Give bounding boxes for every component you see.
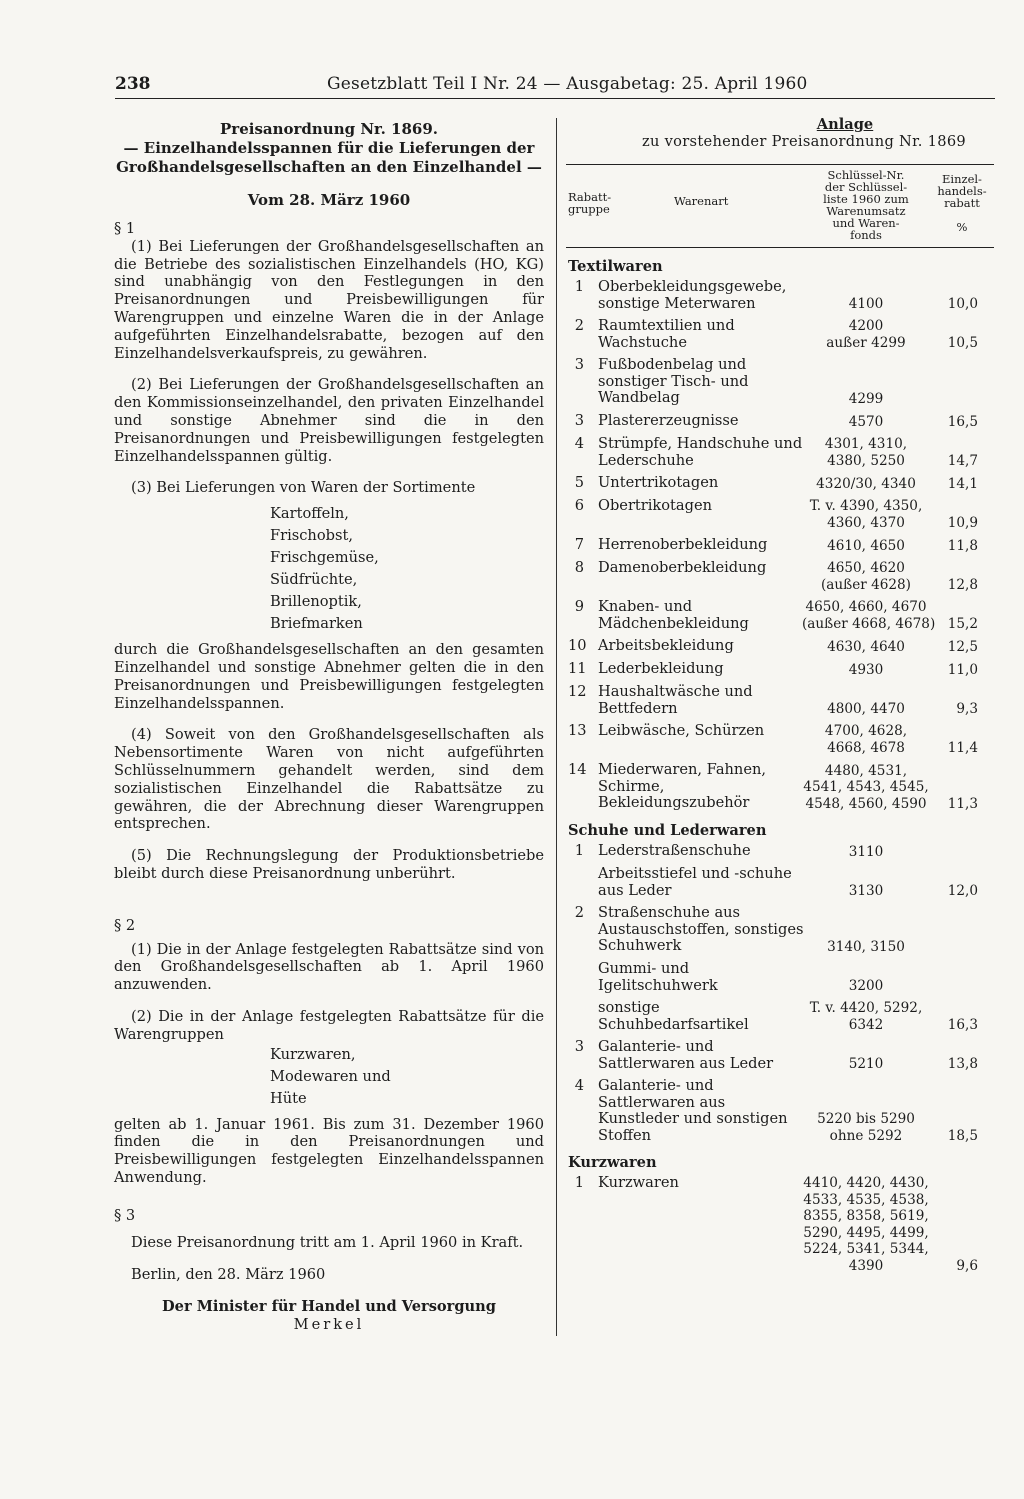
page-header	[115, 74, 995, 99]
row-article: Leibwäsche, Schürzen	[598, 722, 765, 739]
col-header-group: Rabatt- gruppe	[568, 190, 612, 216]
row-article: Galanterie- und Sattlerwaren aus Kunstleder und sonstigen Stoffen	[598, 1077, 788, 1144]
row-number: 7	[574, 536, 584, 553]
list-item: Frischgemüse,	[270, 549, 379, 567]
row-number: 8	[574, 559, 584, 576]
row-article: Herrenoberbekleidung	[598, 536, 768, 553]
row-article: Kurzwaren	[598, 1174, 679, 1191]
table-row	[566, 1175, 994, 1274]
paragraph-1-3-continued: durch die Großhandelsgesellschaften an den gesamten Einzelhandel und sonstige Abnehmer gelten die in den Preisanordnungen und Preisbewilligungen festgelegten Einzelhandelsspannen.	[114, 641, 544, 712]
paragraph-1-1: (1) Bei Lieferungen der Großhandelsgesellschaften an die Betriebe des sozialistischen Einzelhandels (HO, KG) sind unabhängig von den Festlegungen in den Preisanordnungen und Preisbewilligungen für Warengruppen und einzelne Waren die in der Anlage aufgeführten Einzelhandelsrabatte, bezogen auf den Einzelhandelsverkaufspreis, zu gewähren.	[114, 237, 544, 362]
table-row	[566, 318, 994, 351]
row-number: 3	[574, 356, 584, 373]
paragraph-1-3: (3) Bei Lieferungen von Waren der Sortimente	[131, 479, 476, 497]
goods-group-list	[114, 1044, 544, 1110]
row-rebate-percent: 10,0	[947, 295, 978, 312]
row-article: Strümpfe, Handschuhe und Lederschuhe	[598, 435, 803, 469]
row-article: Lederstraßenschuhe	[598, 842, 751, 859]
section-2-heading: § 2	[114, 916, 136, 934]
paragraph-1-2: (2) Bei Lieferungen der Großhandelsgesellschaften an den Kommissionseinzelhandel, den privaten Einzelhandel und sonstige Abnehmer sind die in den Preisanordnungen und Preisbewilligungen festgelegten Einzelhandelsspannen gültig.	[114, 376, 544, 465]
row-number: 2	[574, 317, 584, 334]
row-key-numbers: 4299	[848, 390, 884, 407]
table-row	[566, 475, 994, 492]
row-number: 4	[574, 435, 584, 452]
column-divider	[556, 118, 557, 1336]
row-rebate-percent: 10,5	[947, 334, 978, 351]
row-key-numbers: 3140, 3150	[827, 938, 905, 955]
row-article: Obertrikotagen	[598, 497, 712, 514]
col-header-article: Warenart	[674, 194, 729, 208]
row-number: 6	[574, 497, 584, 514]
row-rebate-percent: 11,3	[947, 795, 978, 812]
row-article: Untertrikotagen	[598, 474, 719, 491]
row-number: 12	[568, 683, 587, 700]
row-rebate-percent: 12,5	[947, 638, 978, 655]
row-article: Haushaltwäsche und Bettfedern	[598, 683, 753, 717]
table-row	[566, 684, 994, 717]
row-rebate-percent: 9,3	[956, 700, 978, 717]
paragraph-1-5: (5) Die Rechnungslegung der Produktionsbetriebe bleibt durch diese Preisanordnung unberührt.	[114, 847, 544, 882]
row-key-numbers: 4610, 4650	[827, 537, 905, 554]
row-key-numbers: 4800, 4470	[827, 700, 905, 717]
table-row	[566, 843, 994, 860]
list-item: Brillenoptik,	[270, 593, 362, 611]
table-row	[566, 961, 994, 994]
row-number: 9	[574, 598, 584, 615]
row-rebate-percent: 16,3	[947, 1016, 978, 1033]
table-row	[566, 1078, 994, 1144]
paragraph-2-2: (2) Die in der Anlage festgelegten Rabattsätze für die Warengruppen	[114, 1007, 544, 1043]
table-row	[566, 436, 994, 469]
row-key-numbers: 3200	[848, 977, 884, 994]
table-row	[566, 498, 994, 531]
section-3-heading: § 3	[114, 1206, 136, 1224]
row-number: 1	[574, 1174, 584, 1191]
table-row	[566, 537, 994, 554]
row-rebate-percent: 9,6	[956, 1257, 978, 1274]
table-row	[566, 357, 994, 407]
list-item: Südfrüchte,	[270, 571, 358, 589]
row-number: 14	[568, 761, 587, 778]
col-header-rate: Einzel- handels- rabatt %	[937, 172, 987, 234]
row-article: Lederbekleidung	[598, 660, 724, 677]
table-body	[566, 258, 994, 1274]
row-key-numbers: 4650, 4660, 4670 (außer 4668, 4678)	[802, 599, 936, 632]
table-row	[566, 723, 994, 756]
row-article: Fußbodenbelag und sonstiger Tisch- und Wandbelag	[598, 356, 749, 406]
row-key-numbers: 5210	[848, 1055, 884, 1072]
annex-heading: Anlage	[816, 116, 874, 133]
ordinance-date: Vom 28. März 1960	[247, 191, 411, 209]
row-key-numbers: 4650, 4620 (außer 4628)	[820, 560, 911, 593]
row-rebate-percent: 12,8	[947, 576, 978, 593]
table-group-heading: Kurzwaren	[568, 1154, 657, 1171]
row-article: Oberbekleidungsgewebe, sonstige Meterwaren	[598, 278, 787, 312]
row-rebate-percent: 18,5	[947, 1127, 978, 1144]
annex-subheading: zu vorstehender Preisanordnung Nr. 1869	[642, 133, 966, 150]
table-row	[566, 866, 994, 899]
table-row	[566, 638, 994, 655]
gazette-title: Gesetzblatt Teil I Nr. 24 — Ausgabetag: 25. April 1960	[327, 74, 808, 94]
row-number: 10	[568, 637, 587, 654]
table-header	[566, 164, 994, 248]
page-number: 238	[115, 74, 151, 94]
row-key-numbers: 5220 bis 5290 ohne 5292	[817, 1111, 915, 1144]
row-rebate-percent: 13,8	[947, 1055, 978, 1072]
list-item: Hüte	[270, 1089, 307, 1107]
row-article: Knaben- und Mädchenbekleidung	[598, 598, 749, 632]
row-article: Gummi- und Igelitschuhwerk	[598, 960, 718, 994]
left-column	[114, 120, 544, 1334]
row-number: 3	[574, 1038, 584, 1055]
row-article: Straßenschuhe aus Austauschstoffen, sonstiges Schuhwerk	[598, 904, 804, 954]
table-row	[566, 1000, 994, 1033]
list-item: Kartoffeln,	[270, 505, 349, 523]
row-rebate-percent: 11,8	[947, 537, 978, 554]
minister-title: Der Minister für Handel und Versorgung	[162, 1298, 496, 1316]
paragraph-2-2-continued: gelten ab 1. Januar 1961. Bis zum 31. Dezember 1960 finden die in den Preisanordnungen und Preisbewilligungen festgelegten Einzelhandelsspannen Anwendung.	[114, 1115, 544, 1186]
list-item: Modewaren und	[270, 1067, 391, 1085]
row-key-numbers: 4410, 4420, 4430, 4533, 4535, 4538, 8355, 8358, 5619, 5290, 4495, 4499, 5224, 5341, 5344, 4390	[803, 1175, 929, 1274]
row-key-numbers: 4630, 4640	[827, 638, 905, 655]
row-number: 2	[574, 904, 584, 921]
assortment-list	[114, 503, 544, 635]
table-row	[566, 560, 994, 593]
table-row	[566, 413, 994, 430]
ordinance-subtitle-1: — Einzelhandelsspannen für die Lieferungen der	[123, 139, 535, 157]
row-rebate-percent: 11,4	[947, 739, 978, 756]
row-key-numbers: 3110	[848, 843, 884, 860]
table-group-heading: Schuhe und Lederwaren	[568, 822, 767, 839]
row-key-numbers: T. v. 4420, 5292, 6342	[809, 1000, 923, 1033]
row-key-numbers: 4200 außer 4299	[826, 318, 906, 351]
row-rebate-percent: 15,2	[947, 615, 978, 632]
row-number: 4	[574, 1077, 584, 1094]
row-article: Raumtextilien und Wachstuche	[598, 317, 735, 351]
table-row	[566, 762, 994, 812]
ordinance-title: Preisanordnung Nr. 1869.	[220, 120, 438, 138]
row-article: Damenoberbekleidung	[598, 559, 767, 576]
table-row	[566, 279, 994, 312]
row-number: 1	[574, 842, 584, 859]
row-key-numbers: 4100	[848, 295, 884, 312]
row-key-numbers: 4700, 4628, 4668, 4678	[824, 723, 908, 756]
row-number: 3	[574, 412, 584, 429]
ordinance-subtitle-2: Großhandelsgesellschaften an den Einzelhandel —	[116, 158, 542, 176]
table-group-heading: Textilwaren	[568, 258, 663, 275]
row-key-numbers: T. v. 4390, 4350, 4360, 4370	[809, 498, 923, 531]
row-key-numbers: 4301, 4310, 4380, 5250	[824, 436, 908, 469]
row-key-numbers: 4320/30, 4340	[816, 475, 916, 492]
row-article: Miederwaren, Fahnen, Schirme, Bekleidungszubehör	[598, 761, 766, 811]
row-article: Plastererzeugnisse	[598, 412, 739, 429]
row-number: 5	[574, 474, 584, 491]
row-rebate-percent: 10,9	[947, 514, 978, 531]
signature-name: Merkel	[293, 1315, 365, 1333]
right-column	[566, 116, 994, 1280]
row-key-numbers: 4930	[848, 661, 884, 678]
row-key-numbers: 3130	[848, 882, 884, 899]
row-number: 1	[574, 278, 584, 295]
row-key-numbers: 4570	[848, 413, 884, 430]
row-rebate-percent: 16,5	[947, 413, 978, 430]
place-and-date: Berlin, den 28. März 1960	[131, 1266, 326, 1284]
paragraph-1-4: (4) Soweit von den Großhandelsgesellschaften als Nebensortimente Waren von nicht aufgeführten Schlüsselnummern gehandelt werden, sind dem sozialistischen Einzelhandel die Rabattsätze zu gewähren, die der Abrechnung dieser Warengruppen entsprechen.	[114, 726, 544, 833]
row-rebate-percent: 12,0	[947, 882, 978, 899]
row-rebate-percent: 14,1	[947, 475, 978, 492]
table-row	[566, 1039, 994, 1072]
row-article: Arbeitsbekleidung	[598, 637, 734, 654]
section-1-heading: § 1	[114, 220, 136, 237]
row-article: Arbeitsstiefel und -schuhe aus Leder	[598, 865, 792, 899]
row-key-numbers: 4480, 4531, 4541, 4543, 4545, 4548, 4560, 4590	[803, 762, 929, 812]
row-article: sonstige Schuhbedarfsartikel	[598, 999, 749, 1033]
row-rebate-percent: 11,0	[947, 661, 978, 678]
paragraph-3: Diese Preisanordnung tritt am 1. April 1960 in Kraft.	[131, 1234, 524, 1252]
list-item: Kurzwaren,	[270, 1045, 356, 1063]
row-rebate-percent: 14,7	[947, 452, 978, 469]
list-item: Briefmarken	[270, 615, 363, 633]
list-item: Frischobst,	[270, 527, 353, 545]
paragraph-2-1: (1) Die in der Anlage festgelegten Rabattsätze sind von den Großhandelsgesellschaften ab 1. April 1960 anzuwenden.	[114, 940, 544, 994]
table-row	[566, 905, 994, 955]
row-number: 11	[568, 660, 587, 677]
col-header-key: Schlüssel-Nr. der Schlüssel- liste 1960 zum Warenumsatz und Waren- fonds	[823, 168, 909, 242]
row-number: 13	[568, 722, 587, 739]
table-row	[566, 599, 994, 632]
table-row	[566, 661, 994, 678]
row-article: Galanterie- und Sattlerwaren aus Leder	[598, 1038, 774, 1072]
